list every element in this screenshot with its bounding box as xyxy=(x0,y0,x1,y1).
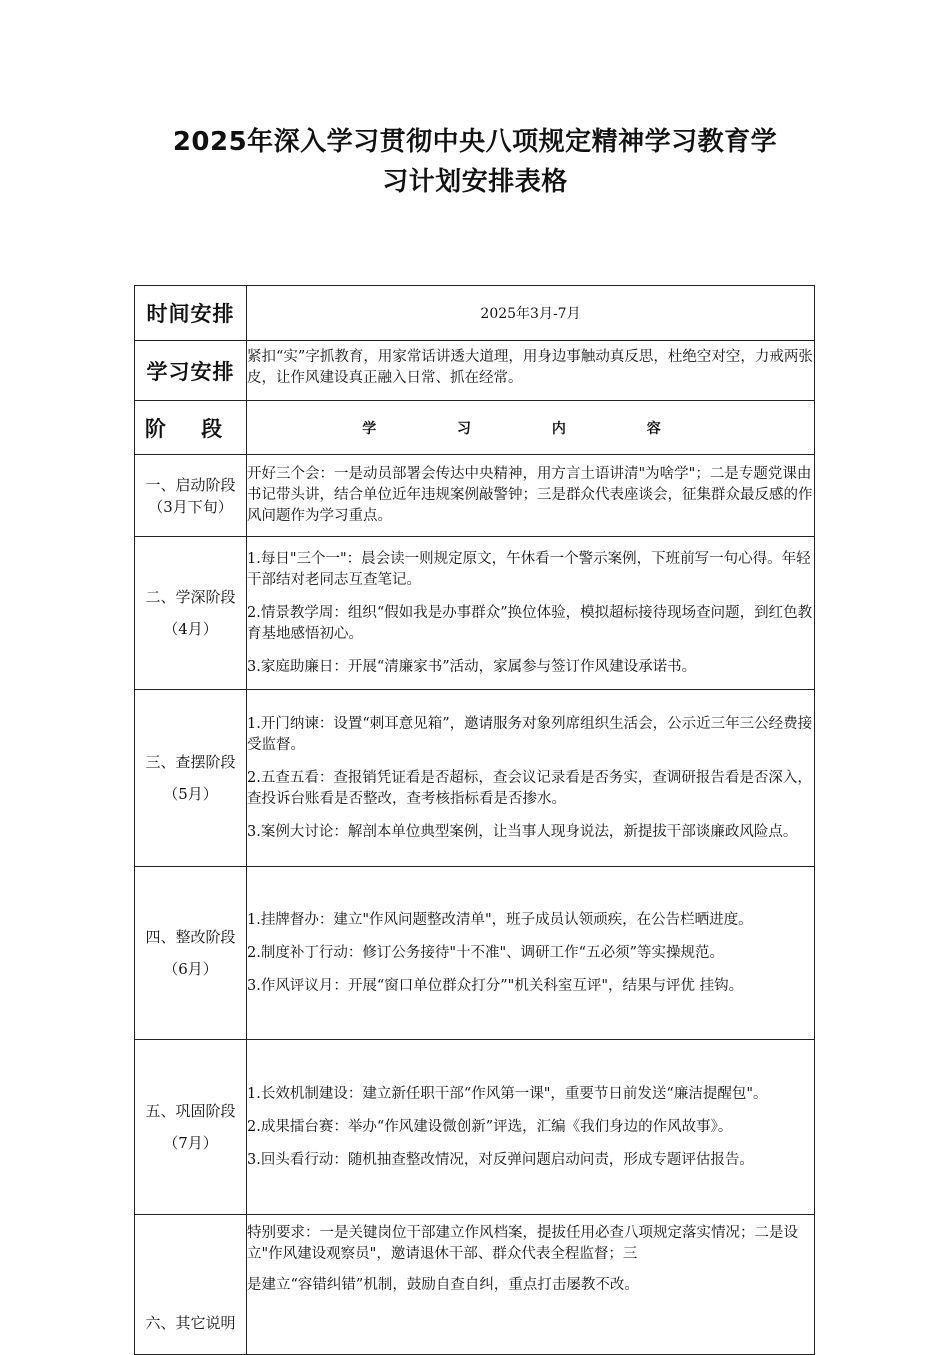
stage-name-cell xyxy=(135,537,247,690)
stage-item: 2.情景教学周：组织“假如我是办事群众”换位体验，模拟超标接待现场查问题，到红色教育基地感悟初心。 xyxy=(247,604,813,642)
stage-name-cell xyxy=(135,690,247,867)
stage-name: 二、学深阶段 xyxy=(145,588,236,606)
title-line-1: 2025年深入学习贯彻中央八项规定精神学习教育学 xyxy=(172,127,778,157)
stage-row xyxy=(135,1040,815,1215)
stage-header: 阶 段 xyxy=(135,401,247,455)
content-header: 学 习 内 容 xyxy=(247,401,815,455)
other-label: 六、其它说明 xyxy=(135,1215,247,1355)
stage-name: 三、查摆阶段 xyxy=(145,753,236,771)
stage-row xyxy=(135,867,815,1040)
stage-name-cell xyxy=(135,455,247,537)
study-row xyxy=(135,341,815,401)
stage-item: 1.挂牌督办：建立"作风问题整改清单"，班子成员认领顽疾，在公告栏晒进度。 xyxy=(247,911,753,928)
time-label: 时间安排 xyxy=(135,286,247,341)
stage-time: （5月） xyxy=(163,785,218,803)
study-value: 紧扣“实”字抓教育，用家常话讲透大道理，用身边事触动真反思，杜绝空对空，力戒两张皮，让作风建设真正融入日常、抓在经常。 xyxy=(247,341,815,401)
stage-item: 2.五查五看：查报销凭证看是否超标，查会议记录看是否务实，查调研报告看是否深入，查投诉台账看是否整改，查考核指标看是否掺水。 xyxy=(247,769,812,807)
study-label: 学习安排 xyxy=(135,341,247,401)
stage-time: （6月） xyxy=(163,960,218,978)
stage-row xyxy=(135,690,815,867)
study-plan-table xyxy=(134,285,815,1355)
time-value: 2025年3月-7月 xyxy=(247,286,815,341)
stage-item: 3.作风评议月：开展“窗口单位群众打分”"机关科室互评"，结果与评优 挂钩。 xyxy=(247,977,744,994)
stage-item: 3.家庭助廉日：开展“清廉家书”活动，家属参与签订作风建设承诺书。 xyxy=(247,658,697,675)
stage-row xyxy=(135,537,815,690)
stage-time: （7月） xyxy=(163,1134,218,1152)
stage-content xyxy=(247,455,815,537)
stage-name-cell xyxy=(135,1040,247,1215)
stage-content xyxy=(247,537,815,690)
stage-item: 2.成果擂台赛：举办“作风建设微创新”评选，汇编《我们身边的作风故事》。 xyxy=(247,1118,733,1135)
other-content xyxy=(247,1215,815,1355)
stage-content xyxy=(247,1040,815,1215)
stage-name: 五、巩固阶段 xyxy=(145,1102,236,1120)
other-item: 特别要求：一是关键岗位干部建立作风档案，提拔任用必查八项规定落实情况；二是设立"作风建设观察员"，邀请退休干部、群众代表全程监督；三 xyxy=(247,1225,798,1262)
stage-item: 2.制度补丁行动：修订公务接待"十不准"、调研工作“五必须”等实操规范。 xyxy=(247,944,724,961)
stage-time: （3月下旬） xyxy=(148,497,233,516)
stage-item: 1.每日"三个一"：晨会读一则规定原文，午休看一个警示案例，下班前写一句心得。年轻干部结对老同志互查笔记。 xyxy=(247,550,811,588)
other-item: 是建立“容错纠错”机制，鼓励自查自纠，重点打击屡教不改。 xyxy=(247,1277,639,1293)
stage-time: （4月） xyxy=(163,620,218,638)
time-row xyxy=(135,286,815,341)
stage-name: 四、整改阶段 xyxy=(145,928,236,946)
stage-content xyxy=(247,867,815,1040)
title-line-2: 习计划安排表格 xyxy=(382,167,568,197)
stage-item: 1.长效机制建设：建立新任职干部“作风第一课"，重要节日前发送“廉洁提醒包"。 xyxy=(247,1085,768,1102)
stage-item: 3.回头看行动：随机抽查整改情况，对反弹问题启动问责，形成专题评估报告。 xyxy=(247,1151,754,1168)
stage-item: 开好三个会：一是动员部署会传达中央精神，用方言土语讲清"为啥学"；二是专题党课由书记带头讲，结合单位近年违规案例敲警钟；三是群众代表座谈会，征集群众最反感的作风问题作为学习重点。 xyxy=(247,466,813,524)
other-row xyxy=(135,1215,815,1355)
stage-name-cell xyxy=(135,867,247,1040)
stage-row xyxy=(135,455,815,537)
stage-name: 一、启动阶段 xyxy=(145,475,236,494)
stage-item: 3.案例大讨论：解剖本单位典型案例，让当事人现身说法，新提拔干部谈廉政风险点。 xyxy=(247,823,798,840)
stage-item: 1.开门纳谏：设置“刺耳意见箱”，邀请服务对象列席组织生活会，公示近三年三公经费接受监督。 xyxy=(247,715,813,753)
stage-header-row xyxy=(135,401,815,455)
document-title xyxy=(100,122,850,202)
stage-content xyxy=(247,690,815,867)
